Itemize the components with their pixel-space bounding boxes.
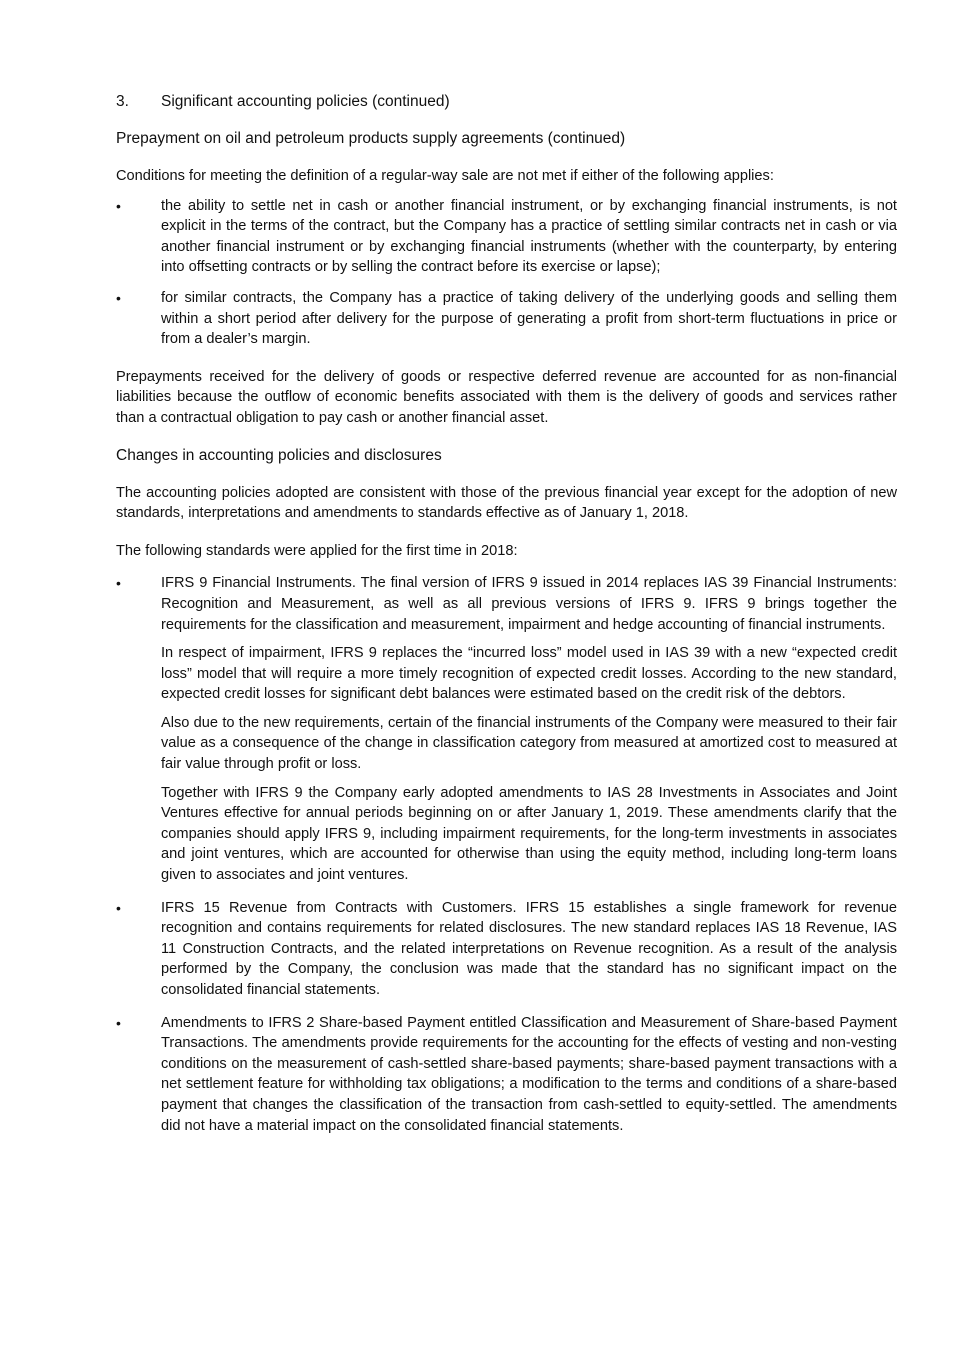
bullet-icon: • — [116, 899, 121, 916]
prepayment-heading: Prepayment on oil and petroleum products supply agreements (continued) — [116, 130, 626, 147]
ifrs9-paragraph-2: In respect of impairment, IFRS 9 replaces the “incurred loss” model used in IAS 39 with a new “expected credit loss” model that will require a more timely recognition of expected credit losses. According to the new standard, expected credit losses for significant debt balances were estimated based on the credit risk of the debtors. — [161, 645, 897, 703]
list-item — [116, 288, 897, 350]
prepayment-closing: Prepayments received for the delivery of goods or respective deferred revenue are accounted for as non-financial liabilities because the outflow of economic benefits associated with them is the delivery of goods and services rather than a contractual obligation to pay cash or another financial asset. — [116, 368, 897, 426]
ifrs15-paragraph: IFRS 15 Revenue from Contracts with Customers. IFRS 15 establishes a single framework for revenue recognition and contains requirements for related disclosures. The new standard replaces IAS 18 Revenue, IAS 11 Construction Contracts, and the related interpretations on Revenue recognition. As a result of the analysis performed by the Company, the conclusion was made that the standard has no significant impact on the consolidated financial statements. — [161, 899, 897, 998]
bullet-icon: • — [116, 197, 121, 214]
changes-intro: The accounting policies adopted are consistent with those of the previous financial year except for the adoption of new standards, interpretations and amendments to standards effective as of January 1, 2018. — [116, 484, 897, 522]
changes-heading: Changes in accounting policies and disclosures — [116, 446, 442, 464]
prepayment-intro: Conditions for meeting the definition of a regular-way sale are not met if either of the following applies: — [116, 168, 774, 184]
bullet-text: for similar contracts, the Company has a practice of taking delivery of the underlying goods and selling them within a short period after delivery for the purpose of generating a profit from short-term fluctuations in price or from a dealer’s margin. — [161, 289, 897, 348]
list-item-ifrs15 — [116, 898, 897, 1001]
document-page — [116, 92, 897, 1146]
section-heading — [116, 92, 897, 112]
ifrs9-paragraph-1: IFRS 9 Financial Instruments. The final version of IFRS 9 issued in 2014 replaces IAS 39 Financial Instruments: Recognition and Measurement, as well as all previous versions of IFRS 9. IFRS 9 brings together the requirements for the classification and measurement, impairment and hedge accounting of financial instruments. — [161, 575, 897, 633]
ifrs9-paragraph-3: Also due to the new requirements, certain of the financial instruments of the Company were measured to their fair value as a consequence of the change in classification category from measured at amortized cost to measured at fair value through profit or loss. — [161, 714, 897, 773]
ifrs2-paragraph: Amendments to IFRS 2 Share-based Payment entitled Classification and Measurement of Share-based Payment Transactions. The amendments provide requirements for the accounting for the effects of vesting and non-vesting conditions on the measurement of cash-settled share-based payments; share-based payment transactions with a net settlement feature for withholding tax obligations; a modification to the terms and conditions of a share-based payment that changes the classification of the transaction from cash-settled to equity-settled. The amendments did not have a material impact on the consolidated financial statements. — [161, 1014, 897, 1134]
standards-intro: The following standards were applied for the first time in 2018: — [116, 542, 518, 559]
bullet-icon: • — [116, 1014, 121, 1031]
section-number: 3. — [116, 93, 129, 110]
list-item-ifrs9 — [116, 573, 897, 885]
list-item-ifrs2 — [116, 1013, 897, 1137]
ifrs9-paragraph-4: Together with IFRS 9 the Company early adopted amendments to IAS 28 Investments in Associates and Joint Ventures effective for annual periods beginning on or after January 1, 2019. These amendments clarify that the companies should apply IFRS 9, including impairment requirements, for the long-term investments in associates and joint ventures, which are accounted for otherwise than using the equity method, including long-term loans given to associates and joint ventures. — [161, 784, 897, 884]
bullet-icon: • — [116, 289, 121, 306]
section-title: Significant accounting policies (continued) — [161, 93, 450, 110]
bullet-text: the ability to settle net in cash or another financial instrument, or by exchanging financial instruments, is not explicit in the terms of the contract, but the Company has a practice of settling similar contracts net in cash or via another financial instrument or by exchanging financial instruments (whether with the counterparty, by entering into offsetting contracts or by selling the contract before its exercise or lapse); — [161, 197, 897, 276]
list-item — [116, 196, 897, 278]
bullet-icon: • — [116, 575, 121, 592]
standards-bullet-list — [116, 573, 897, 1136]
prepayment-bullet-list — [116, 196, 897, 350]
